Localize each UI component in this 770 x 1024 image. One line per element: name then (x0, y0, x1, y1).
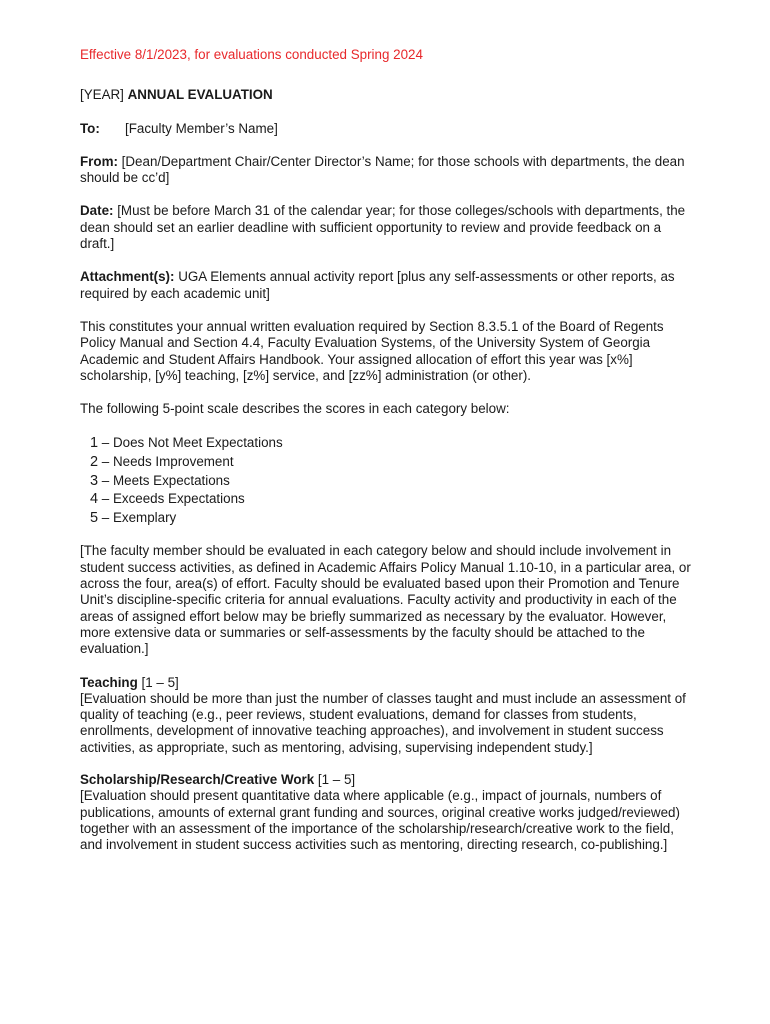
scale-intro: The following 5-point scale describes the scores in each category below: (80, 401, 510, 417)
teaching-body: [Evaluation should be more than just the number of classes taught and must include an assessment of quality of teaching (e.g., peer reviews, student evaluations, demand for classes from students, enrollments, development of innovative teaching approaches), and involvement in student success activities, as appropriate, such as mentoring, advising, supervising independent study.] (80, 690, 686, 755)
scholarship-title: Scholarship/Research/Creative Work (80, 771, 315, 787)
to-label: To: (80, 120, 100, 136)
title-label: ANNUAL EVALUATION (127, 87, 273, 103)
to-value: [Faculty Member’s Name] (125, 120, 278, 136)
scholarship-range: [1 – 5] (314, 771, 356, 787)
scale-item (90, 490, 692, 509)
attachments-label: Attachment(s): (80, 269, 175, 285)
year-placeholder: [YEAR] (80, 87, 124, 103)
to-field (80, 121, 692, 137)
document-page (80, 47, 692, 869)
teaching-title: Teaching (80, 674, 138, 690)
scale-item-number: 2 (90, 454, 99, 471)
attachments-value: UGA Elements annual activity report [plus any self-assessments or other reports, as required by each academic unit] (80, 269, 675, 301)
scale-item-label: – Needs Improvement (98, 454, 234, 470)
scale-item (90, 472, 692, 491)
scale-item (90, 434, 692, 453)
scale-list (90, 434, 692, 527)
date-value: [Must be before March 31 of the calendar year; for those colleges/schools with departments, the dean should set an earlier deadline with sufficient opportunity to review and provide feedback on a draft.] (80, 203, 686, 252)
scale-item-number: 5 (90, 509, 99, 526)
from-label: From: (80, 153, 118, 169)
scale-item-label: – Meets Expectations (98, 472, 230, 488)
scale-item (90, 509, 692, 528)
date-field (80, 203, 692, 252)
scale-item-number: 1 (90, 435, 99, 452)
scale-item-label: – Does Not Meet Expectations (98, 435, 283, 451)
intro-paragraph: This constitutes your annual written evaluation required by Section 8.3.5.1 of the Board of Regents Policy Manual and Section 4.4, Faculty Evaluation Systems, of the University System of Georgia Academic and Student Affairs Handbook. Your assigned allocation of effort this year was [x%] scholarship, [y%] teaching, [z%] service, and [zz%] administration (or other). (80, 318, 664, 383)
scholarship-body: [Evaluation should present quantitative data where applicable (e.g., impact of journals, numbers of publications, amounts of external grant funding and sources, original creative works judged/reviewed) together with an assessment of the importance of the scholarship/research/creative work to the field, and involvement in student success activities such as mentoring, directing research, co-publishing.] (80, 788, 680, 853)
document-title (80, 87, 692, 103)
date-label: Date: (80, 203, 114, 219)
scale-item-number: 3 (90, 472, 99, 489)
scale-item-label: – Exceeds Expectations (98, 491, 245, 507)
scale-item (90, 453, 692, 472)
from-field (80, 154, 692, 187)
teaching-heading (80, 675, 692, 691)
instructions-paragraph: [The faculty member should be evaluated in each category below and should include involvement in student success activities, as defined in Academic Affairs Policy Manual 1.10-10, in a particular area, or across the four, area(s) of effort. Faculty should be evaluated based upon their Promotion and Tenure Unit’s discipline-specific criteria for annual evaluations. Faculty activity and productivity in each of the areas of assigned effort below may be briefly summarized as necessary by the evaluator. However, more extensive data or summaries or self-assessments by the faculty should be attached to the evaluation.] (80, 543, 691, 657)
scale-item-number: 4 (90, 491, 99, 508)
teaching-range: [1 – 5] (137, 674, 179, 690)
scale-item-label: – Exemplary (98, 509, 177, 525)
from-value: [Dean/Department Chair/Center Director’s Name; for those schools with departments, the dean should be cc’d] (80, 153, 685, 186)
effective-notice: Effective 8/1/2023, for evaluations conducted Spring 2024 (80, 47, 423, 62)
attachments-field (80, 269, 692, 302)
scholarship-heading (80, 772, 692, 788)
